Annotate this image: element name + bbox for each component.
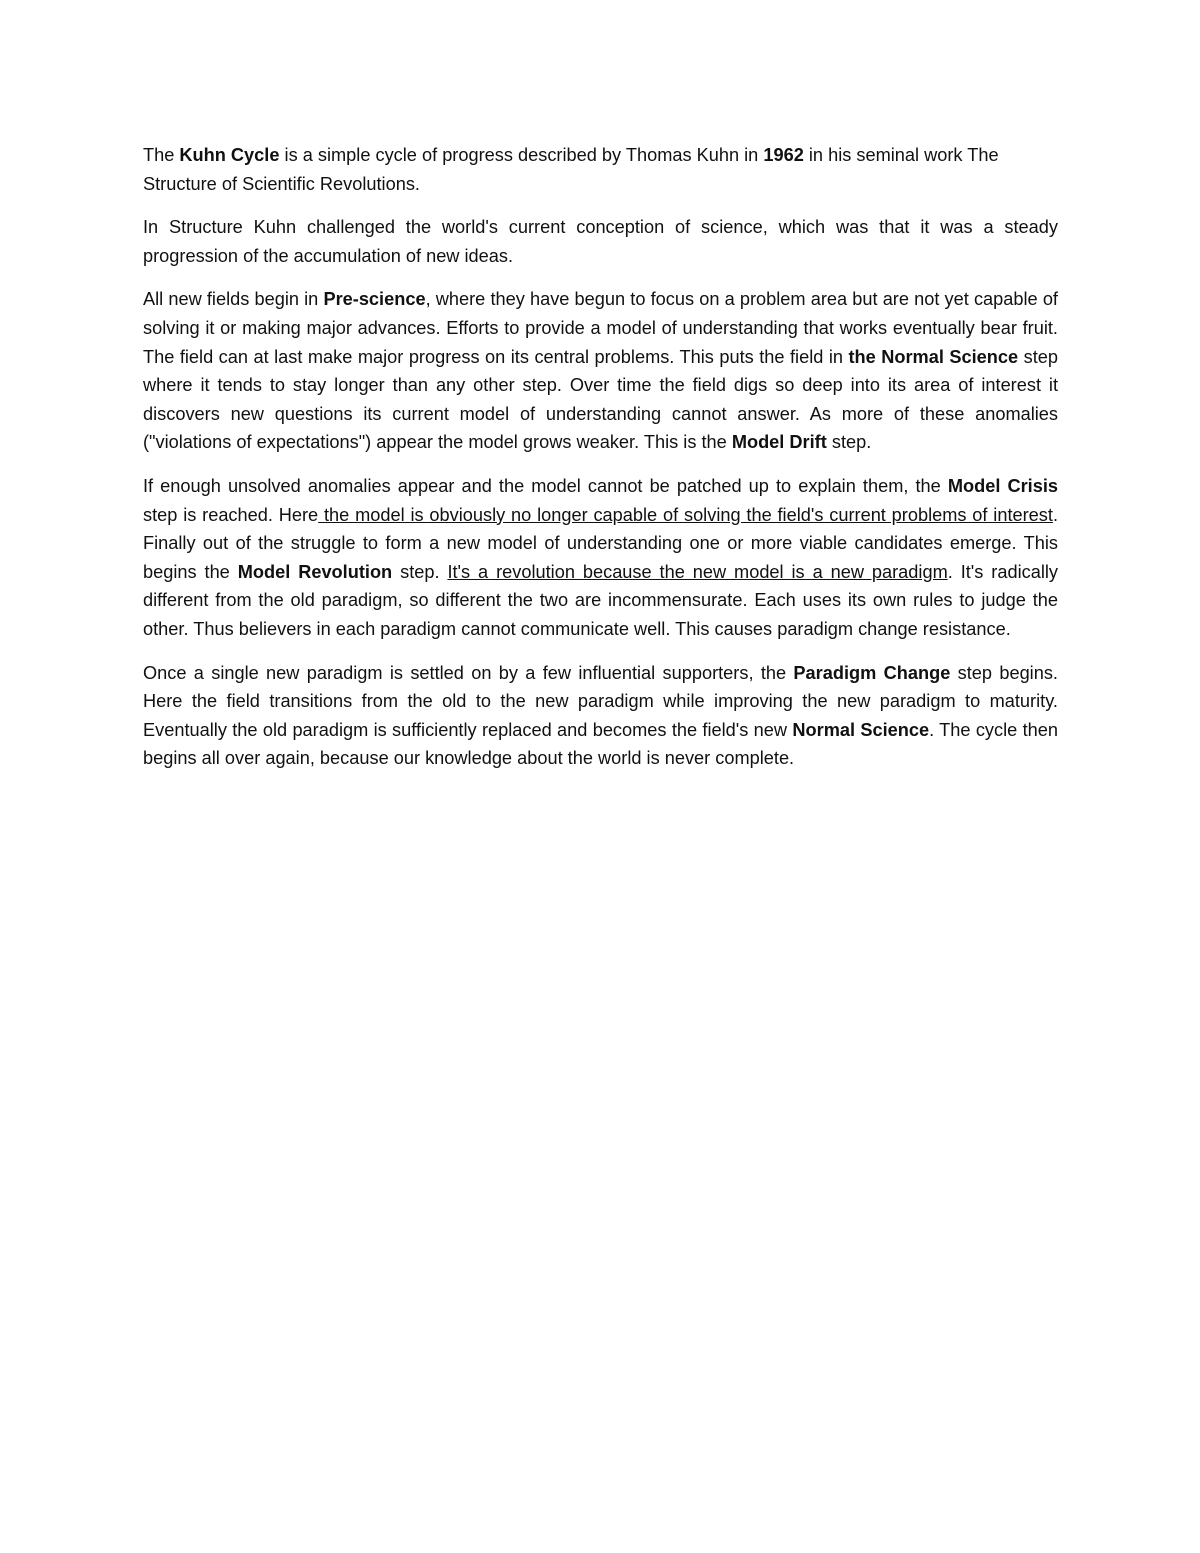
text-run: The bbox=[143, 145, 180, 165]
paragraph-2 bbox=[143, 213, 1058, 270]
bold-term: Model Crisis bbox=[947, 475, 1059, 496]
bold-term: Model Revolution bbox=[237, 561, 393, 582]
text-run: is a simple cycle of progress described by Thomas Kuhn in bbox=[279, 145, 764, 165]
paragraph-1 bbox=[143, 141, 1058, 198]
text-run: If enough unsolved anomalies appear and the model cannot be patched up to explain them, the bbox=[143, 475, 948, 496]
text-run: step. bbox=[392, 561, 448, 582]
bold-term: Normal Science bbox=[792, 719, 930, 740]
paragraph-5 bbox=[143, 659, 1058, 773]
bold-term: Pre-science bbox=[323, 289, 426, 310]
text-run: . The cycle then begins all over again, because our knowledge about the world is never complete. bbox=[143, 719, 1058, 769]
document-body bbox=[143, 141, 1058, 788]
text-run: All new fields begin in bbox=[143, 289, 324, 310]
paragraph-4 bbox=[143, 472, 1058, 644]
underlined-text: the model is obviously no longer capable of solving the field's current problems of interest bbox=[318, 504, 1053, 525]
text-run: Once a single new paradigm is settled on by a few influential supporters, the bbox=[143, 662, 794, 683]
text-run: . Finally out of the struggle to form a new model of understanding one or more viable candidates emerge. This begins the bbox=[143, 504, 1058, 582]
text-run: . It's radically different from the old paradigm, so different the two are incommensurate. Each uses its own rules to judge the other. Thus believers in each paradigm cannot communicate well. This causes paradigm change resistance. bbox=[143, 561, 1059, 639]
text-run: step where it tends to stay longer than any other step. Over time the field digs so deep into its area of interest it discovers new questions its current model of understanding cannot answer. As more of these anomalies ("violations of expectations") appear the model grows weaker. This is the bbox=[143, 346, 1058, 453]
text-run: in his seminal work The Structure of Scientific Revolutions. bbox=[143, 145, 999, 194]
bold-term: Paradigm Change bbox=[793, 662, 951, 683]
bold-term: 1962 bbox=[763, 145, 804, 165]
bold-term: Kuhn Cycle bbox=[179, 145, 280, 165]
text-run: , where they have begun to focus on a problem area but are not yet capable of solving it or making major advances. Efforts to provide a model of understanding that works eventually bear fruit. The field can at last make major progress on its central problems. This puts the field in bbox=[143, 289, 1058, 367]
paragraph-3 bbox=[143, 285, 1058, 457]
text-run: In Structure Kuhn challenged the world's current conception of science, which was that it was a steady progression of the accumulation of new ideas. bbox=[143, 217, 1058, 266]
underlined-text: It's a revolution because the new model is a new paradigm bbox=[447, 561, 948, 582]
bold-term: Model Drift bbox=[731, 432, 827, 453]
text-run: step is reached. Here bbox=[143, 504, 319, 525]
bold-term: the Normal Science bbox=[848, 346, 1019, 367]
text-run: step. bbox=[826, 432, 872, 453]
text-run: step begins. Here the field transitions from the old to the new paradigm while improving the new paradigm to maturity. Eventually the old paradigm is sufficiently replaced and becomes the field's new bbox=[143, 662, 1058, 740]
